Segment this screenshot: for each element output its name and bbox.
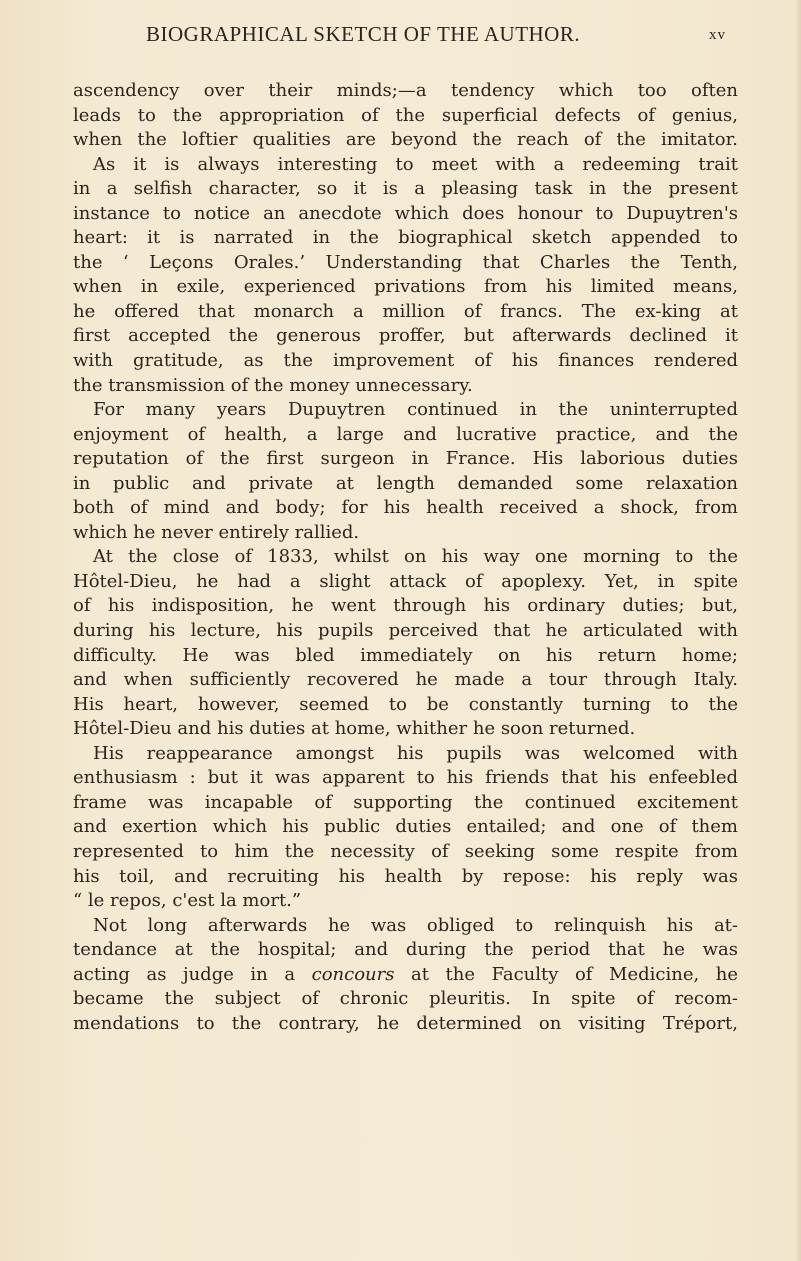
text-line: represented to him the necessity of seeking some respite from <box>73 840 738 862</box>
running-head: BIOGRAPHICAL SKETCH OF THE AUTHOR. <box>146 22 581 46</box>
text-line: His reappearance amongst his pupils was welcomed with <box>93 742 738 764</box>
text-line: Not long afterwards he was obliged to relinquish his at- <box>93 914 738 936</box>
text-line: and when sufficiently recovered he made a tour through Italy. <box>73 669 738 691</box>
text-line: during his lecture, his pupils perceived that he articulated with <box>73 620 738 642</box>
page-edge-shadow <box>795 0 801 1261</box>
text-line: the transmission of the money unnecessary. <box>73 374 473 396</box>
text-line: ascendency over their minds;—a tendency which too often <box>73 80 738 101</box>
body-text <box>73 79 738 1036</box>
text-line: of his indisposition, he went through his ordinary duties; but, <box>73 595 738 617</box>
text-line: At the close of 1833, whilst on his way one morning to the <box>93 546 738 568</box>
text-line: with gratitude, as the improvement of his finances rendered <box>73 350 738 372</box>
text-line: tendance at the hospital; and during the period that he was <box>73 939 738 961</box>
text-line: he offered that monarch a million of francs. The ex-king at <box>73 300 738 322</box>
text-line: first accepted the generous proffer, but afterwards declined it <box>73 325 738 347</box>
text-line: became the subject of chronic pleuritis. In spite of recom- <box>73 988 738 1010</box>
text-line: his toil, and recruiting his health by repose: his reply was <box>73 865 738 887</box>
page-number: xv <box>709 27 726 43</box>
text-line: in public and private at length demanded some relaxation <box>73 472 738 494</box>
text-line: Hôtel-Dieu and his duties at home, whither he soon returned. <box>73 718 636 740</box>
text-line: mendations to the contrary, he determined on visiting Tréport, <box>73 1012 738 1034</box>
text-line: heart: it is narrated in the biographical sketch appended to <box>73 227 738 249</box>
text-line: instance to notice an anecdote which does honour to Dupuytren's <box>73 202 738 224</box>
text-line: leads to the appropriation of the superficial defects of genius, <box>73 104 738 126</box>
text-line: in a selfish character, so it is a pleasing task in the present <box>73 178 738 200</box>
text-line: frame was incapable of supporting the continued excitement <box>73 791 738 813</box>
text-line: which he never entirely rallied. <box>73 521 360 543</box>
text-line: “ le repos, c'est la mort.” <box>73 890 302 912</box>
text-line: enthusiasm : but it was apparent to his friends that his enfeebled <box>73 767 738 789</box>
text-line: both of mind and body; for his health received a shock, from <box>73 497 738 519</box>
text-line: and exertion which his public duties entailed; and one of them <box>73 816 738 838</box>
text-line: when in exile, experienced privations from his limited means, <box>73 276 738 298</box>
text-line: the ‘ Leçons Orales.’ Understanding that Charles the Tenth, <box>73 251 738 273</box>
text-line: His heart, however, seemed to be constantly turning to the <box>73 693 738 715</box>
text-line: As it is always interesting to meet with a redeeming trait <box>93 153 738 175</box>
text-line: acting as judge in a concours at the Faculty of Medicine, he <box>73 963 738 985</box>
text-line: reputation of the first surgeon in France. His laborious duties <box>73 448 738 470</box>
text-line: when the loftier qualities are beyond the reach of the imitator. <box>73 129 738 151</box>
text-line: Hôtel-Dieu, he had a slight attack of apoplexy. Yet, in spite <box>73 570 738 592</box>
italic-term: concours <box>311 963 395 985</box>
text-line: For many years Dupuytren continued in the uninterrupted <box>93 399 738 421</box>
text-line: enjoyment of health, a large and lucrative practice, and the <box>73 423 738 445</box>
text-line: difficulty. He was bled immediately on his return home; <box>73 644 738 666</box>
